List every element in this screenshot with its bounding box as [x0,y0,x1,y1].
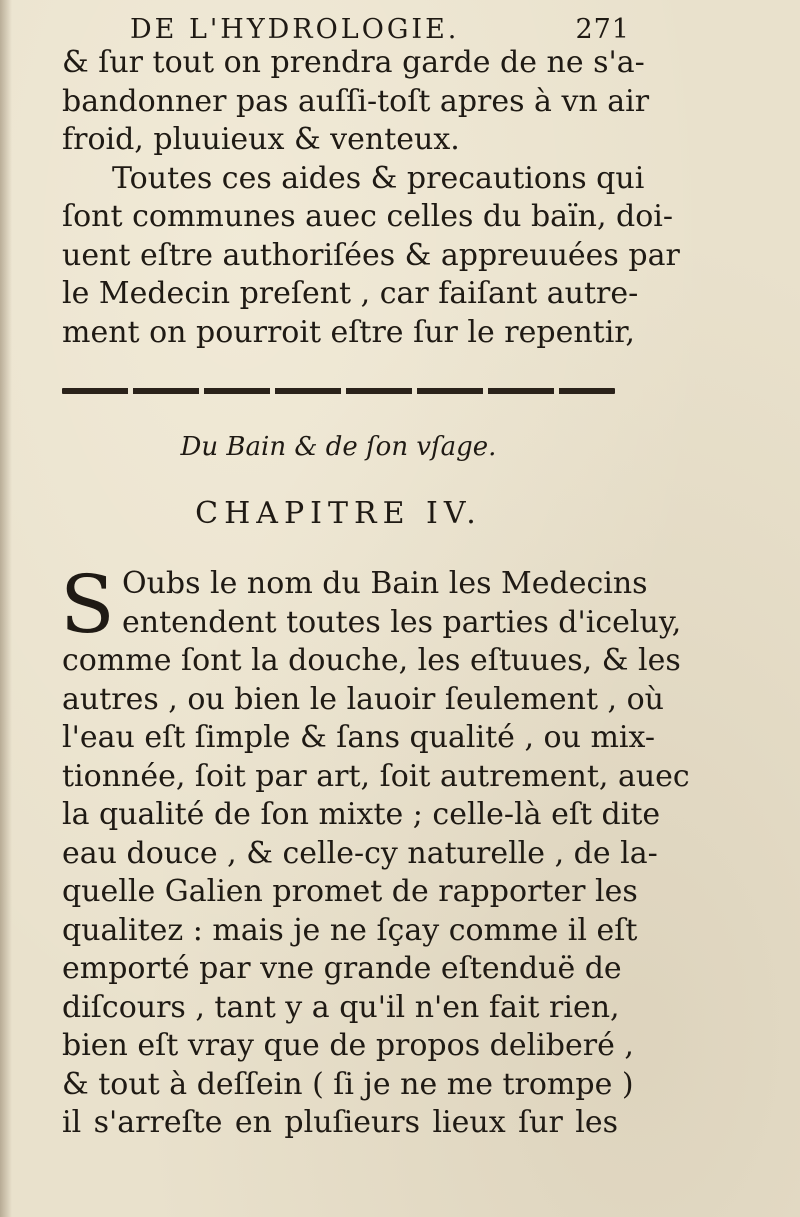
page-number: 271 [575,14,630,45]
running-head-title: DE L'HYDROLOGIE. [130,14,460,45]
text-line: bien eſt vray que de propos deliberé , [62,1028,634,1063]
text-line: ſont communes auec celles du baïn, doi- [62,199,674,234]
text-line: diſcours , tant y a qu'il n'en fait rien, [62,989,620,1025]
text-line: qualitez : mais je ne ſçay comme il eſt [62,912,638,948]
text-line: l'eau eſt ſimple & ſans qualité , ou mix- [62,720,656,755]
text-line: bandonner pas auſſi-toſt apres à vn air [62,83,650,119]
text-line: il s'arreſte en pluſieurs lieux ſur les [62,1105,618,1140]
text-line: entendent toutes les parties d'iceluy, [122,604,682,640]
drop-cap: S [60,558,115,651]
page-gutter-shadow [0,0,12,1217]
text-line: froid, pluuieux & venteux. [62,122,460,157]
text-line: Toutes ces aides & precautions qui [112,160,645,196]
text-line: le Medecin preſent , car faiſant autre- [62,276,639,311]
text-line: & tout à deſſein ( ſi je ne me trompe ) [62,1066,634,1102]
text-line: la qualité de ſon mixte ; celle-là eſt dite [62,797,661,832]
top-paragraph [62,44,680,352]
text-line: tionnée, ſoit par art, ſoit autrement, auec [62,758,690,794]
text-line: eau douce , & celle-cy naturelle , de la- [62,835,658,871]
ornamental-rule [62,388,615,394]
text-line: comme ſont la douche, les eſtuues, & les [62,643,681,678]
text-line-content: Oubs le nom du Bain les Medecins [122,566,648,601]
body-paragraph [60,558,690,1143]
text-line: uent eſtre authoriſées & appreuuées par [62,237,680,273]
text-line: emporté par vne grande eſtenduë de [62,951,622,986]
text-line: & ſur tout on prendra garde de ne s'a- [62,45,645,80]
section-title: Du Bain & de ſon vſage. [180,432,497,462]
text-line: ment on pourroit eſtre ſur le repentir, [62,314,635,350]
chapter-heading: CHAPITRE IV. [195,496,482,531]
text-line: autres , ou bien le lauoir ſeulement , où [62,681,665,717]
text-line: quelle Galien promet de rapporter les [62,874,638,909]
